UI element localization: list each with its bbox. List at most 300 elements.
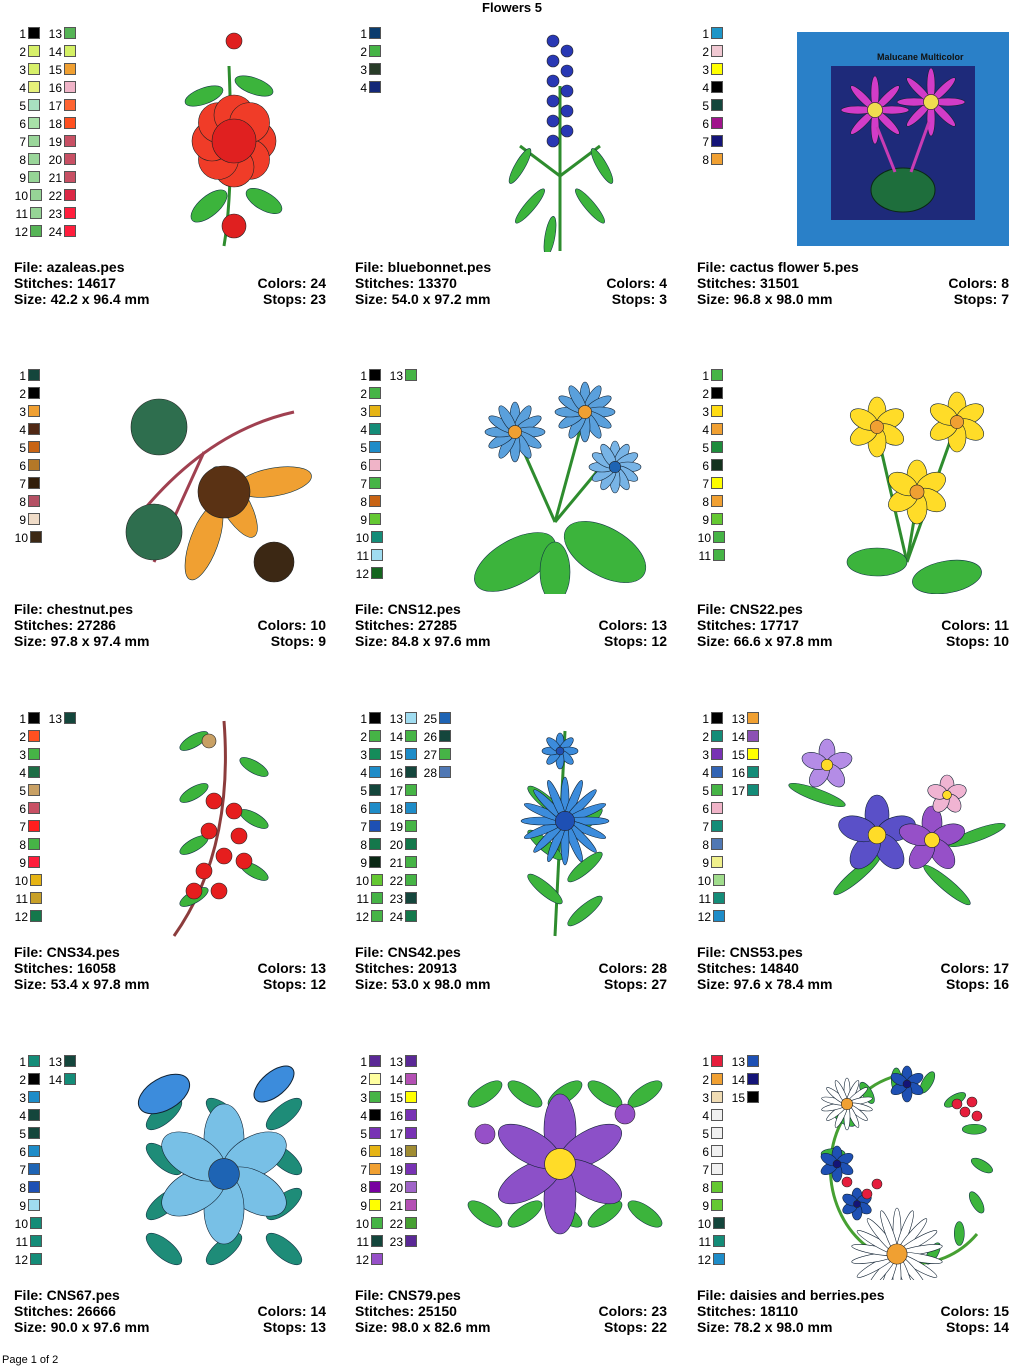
swatch-number: 12 xyxy=(355,567,369,581)
swatch-color-box xyxy=(28,730,40,742)
swatch-number: 7 xyxy=(360,1163,367,1177)
swatch-color-box xyxy=(28,1199,40,1211)
swatch-number: 5 xyxy=(702,99,709,113)
file-row xyxy=(355,259,667,275)
swatch-color-box xyxy=(28,1145,40,1157)
design-size: Size: 66.6 x 97.8 mm xyxy=(697,633,833,649)
petal xyxy=(561,45,573,57)
color-swatch xyxy=(697,368,731,386)
swatch-color-box xyxy=(711,838,723,850)
swatch-color-box xyxy=(405,748,417,760)
color-swatch xyxy=(355,1054,389,1072)
color-swatch xyxy=(48,1072,82,1090)
flower-center xyxy=(924,95,939,110)
color-swatch xyxy=(731,747,765,765)
swatch-number: 9 xyxy=(19,856,26,870)
swatch-number: 4 xyxy=(19,766,26,780)
color-swatch xyxy=(355,530,389,548)
color-swatch xyxy=(14,837,48,855)
swatch-number: 13 xyxy=(389,1055,403,1069)
file-name: File: CNS12.pes xyxy=(355,601,461,617)
berry xyxy=(862,1189,872,1199)
swatch-number: 4 xyxy=(702,423,709,437)
swatch-number: 8 xyxy=(19,1181,26,1195)
swatch-color-box xyxy=(405,820,417,832)
design-info xyxy=(355,601,667,649)
file-name: File: chestnut.pes xyxy=(14,601,134,617)
swatch-number: 10 xyxy=(14,531,28,545)
swatch-number: 1 xyxy=(19,27,26,41)
flower-center xyxy=(578,405,591,418)
design-cell-11[interactable] xyxy=(355,1054,675,1359)
color-swatch xyxy=(14,98,48,116)
swatch-number: 20 xyxy=(389,1181,403,1195)
swatch-color-box xyxy=(369,369,381,381)
color-swatch xyxy=(697,1162,731,1180)
design-cell-2[interactable] xyxy=(355,26,675,331)
swatch-number: 20 xyxy=(389,838,403,852)
stitches-row xyxy=(355,1303,667,1319)
design-cell-7[interactable] xyxy=(14,711,334,1016)
leaf xyxy=(572,186,608,226)
petal xyxy=(561,65,573,77)
swatch-number: 22 xyxy=(389,1217,403,1231)
color-swatch xyxy=(697,1108,731,1126)
petal xyxy=(226,33,242,49)
stitch-count: Stitches: 16058 xyxy=(14,960,116,976)
color-swatch xyxy=(355,729,389,747)
swatch-number: 3 xyxy=(19,405,26,419)
swatch-color-box xyxy=(30,874,42,886)
stitch-count: Stitches: 13370 xyxy=(355,275,457,291)
petal xyxy=(547,55,559,67)
petal xyxy=(547,35,559,47)
leaf xyxy=(261,1228,306,1270)
color-swatch xyxy=(355,80,389,98)
swatch-color-box xyxy=(64,135,76,147)
flower-center xyxy=(853,1200,860,1207)
swatch-number: 3 xyxy=(702,1091,709,1105)
swatch-number: 10 xyxy=(14,1217,28,1231)
swatch-number: 28 xyxy=(423,766,437,780)
color-swatch xyxy=(355,819,389,837)
swatch-color-box xyxy=(369,1181,381,1193)
color-swatch xyxy=(14,116,48,134)
swatch-number: 23 xyxy=(389,1235,403,1249)
color-swatch xyxy=(355,1216,389,1234)
swatch-color-box xyxy=(28,81,40,93)
swatch-number: 5 xyxy=(702,1127,709,1141)
design-info xyxy=(14,601,326,649)
design-cell-1[interactable] xyxy=(14,26,334,331)
swatch-number: 9 xyxy=(360,513,367,527)
design-size: Size: 98.0 x 82.6 mm xyxy=(355,1319,491,1335)
color-swatch xyxy=(697,386,731,404)
color-swatch xyxy=(14,26,48,44)
red-berries-icon xyxy=(154,711,294,937)
color-swatch xyxy=(355,1108,389,1126)
color-swatch xyxy=(14,909,48,927)
swatch-color-box xyxy=(64,712,76,724)
swatch-number: 7 xyxy=(19,820,26,834)
file-row xyxy=(14,1287,326,1303)
color-swatch xyxy=(697,819,731,837)
design-info xyxy=(697,944,1009,992)
swatch-color-box xyxy=(369,423,381,435)
swatch-number: 1 xyxy=(19,712,26,726)
color-swatch xyxy=(14,1252,48,1270)
swatch-color-box xyxy=(711,63,723,75)
swatch-color-box xyxy=(405,1055,417,1067)
swatch-color-box xyxy=(371,874,383,886)
leaf xyxy=(237,754,271,780)
stop-count: Stops: 13 xyxy=(262,1319,326,1335)
color-swatch xyxy=(355,476,389,494)
color-swatch xyxy=(14,1144,48,1162)
swatch-number: 10 xyxy=(355,874,369,888)
size-row xyxy=(355,1319,667,1335)
swatch-number: 4 xyxy=(702,81,709,95)
swatch-number: 11 xyxy=(698,892,711,906)
swatch-color-box xyxy=(369,513,381,525)
stop-count: Stops: 14 xyxy=(945,1319,1009,1335)
petal xyxy=(561,125,573,137)
swatch-number: 12 xyxy=(14,910,28,924)
swatch-number: 1 xyxy=(360,369,367,383)
swatch-number: 16 xyxy=(48,81,62,95)
swatch-color-box xyxy=(28,99,40,111)
color-count: Colors: 14 xyxy=(257,1303,326,1319)
stop-count: Stops: 12 xyxy=(262,976,326,992)
color-swatch xyxy=(389,747,423,765)
color-swatch xyxy=(48,206,82,224)
swatch-color-box xyxy=(405,838,417,850)
design-cell-4[interactable] xyxy=(14,368,334,673)
swatch-color-box xyxy=(405,766,417,778)
color-swatch xyxy=(14,1162,48,1180)
flower-center xyxy=(555,811,574,830)
swatch-color-box xyxy=(369,784,381,796)
size-row xyxy=(697,291,1009,307)
color-swatch xyxy=(14,819,48,837)
design-cell-8[interactable] xyxy=(355,711,675,1016)
swatch-number: 3 xyxy=(702,63,709,77)
stitch-count: Stitches: 18110 xyxy=(697,1303,799,1319)
stitch-count: Stitches: 31501 xyxy=(697,275,799,291)
swatch-color-box xyxy=(28,135,40,147)
swatch-color-box xyxy=(747,748,759,760)
swatch-color-box xyxy=(64,63,76,75)
leaf xyxy=(464,1076,506,1112)
design-cell-10[interactable] xyxy=(14,1054,334,1359)
file-name: File: CNS53.pes xyxy=(697,944,803,960)
color-swatch xyxy=(697,404,731,422)
swatch-number: 7 xyxy=(702,820,709,834)
swatch-number: 3 xyxy=(702,405,709,419)
design-cell-12[interactable] xyxy=(697,1054,1017,1359)
color-swatch xyxy=(697,1072,731,1090)
color-swatch xyxy=(14,440,48,458)
swatch-number: 5 xyxy=(19,1127,26,1141)
swatch-number: 13 xyxy=(389,369,403,383)
page-title: Flowers 5 xyxy=(482,0,542,15)
size-row xyxy=(14,976,326,992)
swatch-number: 6 xyxy=(702,1145,709,1159)
swatch-number: 8 xyxy=(702,153,709,167)
swatch-color-box xyxy=(64,171,76,183)
swatch-number: 26 xyxy=(423,730,437,744)
swatch-color-box xyxy=(405,1163,417,1175)
color-swatch xyxy=(423,765,457,783)
color-swatch xyxy=(731,765,765,783)
file-row xyxy=(14,944,326,960)
color-swatch xyxy=(14,729,48,747)
color-count: Colors: 4 xyxy=(606,275,667,291)
color-swatch xyxy=(14,386,48,404)
swatch-color-box xyxy=(28,513,40,525)
swatch-color-box xyxy=(64,81,76,93)
leaf xyxy=(588,146,617,186)
swatch-color-box xyxy=(747,766,759,778)
swatch-color-box xyxy=(711,117,723,129)
color-swatch xyxy=(697,873,731,891)
color-swatch xyxy=(697,1054,731,1072)
swatch-color-box xyxy=(369,1199,381,1211)
flower-center xyxy=(556,747,564,755)
swatch-color-box xyxy=(369,1073,381,1085)
swatch-color-box xyxy=(713,531,725,543)
flower-center xyxy=(903,1080,911,1088)
swatch-color-box xyxy=(713,1217,725,1229)
swatch-number: 4 xyxy=(19,1109,26,1123)
swatch-number: 3 xyxy=(360,63,367,77)
design-cell-6[interactable] xyxy=(697,368,1017,673)
swatch-number: 19 xyxy=(389,1163,403,1177)
stitch-count: Stitches: 26666 xyxy=(14,1303,116,1319)
swatch-number: 2 xyxy=(360,1073,367,1087)
swatch-color-box xyxy=(28,820,40,832)
swatch-color-box xyxy=(711,802,723,814)
design-info xyxy=(697,601,1009,649)
stop-count: Stops: 10 xyxy=(945,633,1009,649)
color-swatch xyxy=(355,1252,389,1270)
flower-center xyxy=(841,1098,852,1109)
color-swatch xyxy=(389,1216,423,1234)
size-row xyxy=(355,291,667,307)
violet-bouquet-icon xyxy=(787,725,1007,921)
swatch-number: 9 xyxy=(19,1199,26,1213)
swatch-color-box xyxy=(369,1127,381,1139)
stop-count: Stops: 3 xyxy=(611,291,667,307)
swatch-number: 4 xyxy=(19,423,26,437)
swatch-number: 16 xyxy=(389,1109,403,1123)
swatch-color-box xyxy=(405,802,417,814)
color-swatch xyxy=(389,1054,423,1072)
swatch-number: 6 xyxy=(702,459,709,473)
swatch-color-box xyxy=(369,1145,381,1157)
swatch-color-box xyxy=(369,459,381,471)
color-swatch xyxy=(14,765,48,783)
design-info xyxy=(14,259,326,307)
color-swatch xyxy=(731,1054,765,1072)
design-info xyxy=(697,259,1009,307)
leaf xyxy=(242,183,286,219)
swatch-number: 9 xyxy=(702,1199,709,1213)
swatch-color-box xyxy=(711,1199,723,1211)
swatch-color-box xyxy=(30,910,42,922)
color-swatch xyxy=(355,1090,389,1108)
swatch-number: 5 xyxy=(19,441,26,455)
color-swatch xyxy=(389,837,423,855)
yellow-buttercup-icon xyxy=(817,372,1007,594)
swatch-number: 10 xyxy=(697,1217,711,1231)
color-swatch xyxy=(48,116,82,134)
color-swatch xyxy=(355,747,389,765)
color-swatch xyxy=(14,1108,48,1126)
color-swatch xyxy=(697,134,731,152)
color-swatch xyxy=(355,404,389,422)
swatch-color-box xyxy=(64,27,76,39)
swatch-color-box xyxy=(405,1217,417,1229)
swatch-number: 3 xyxy=(360,1091,367,1105)
swatch-number: 13 xyxy=(731,1055,745,1069)
color-swatch xyxy=(355,368,389,386)
leaf xyxy=(624,1196,666,1232)
flower-center xyxy=(609,461,620,472)
swatch-number: 7 xyxy=(19,1163,26,1177)
swatch-number: 11 xyxy=(356,549,369,563)
swatch-color-box xyxy=(711,27,723,39)
leaf xyxy=(564,892,605,929)
petal xyxy=(547,95,559,107)
swatch-number: 10 xyxy=(355,1217,369,1231)
color-swatch xyxy=(697,530,731,548)
color-swatch xyxy=(14,494,48,512)
design-info xyxy=(14,944,326,992)
swatch-number: 7 xyxy=(360,820,367,834)
color-swatch xyxy=(697,909,731,927)
swatch-number: 14 xyxy=(389,730,403,744)
color-swatch xyxy=(14,891,48,909)
swatch-number: 1 xyxy=(360,712,367,726)
swatch-color-box xyxy=(28,405,40,417)
file-row xyxy=(355,944,667,960)
color-swatch xyxy=(389,765,423,783)
swatch-number: 10 xyxy=(14,874,28,888)
swatch-number: 12 xyxy=(355,1253,369,1267)
swatch-color-box xyxy=(369,495,381,507)
swatch-number: 4 xyxy=(360,1109,367,1123)
swatch-number: 17 xyxy=(389,784,403,798)
color-swatch xyxy=(355,1126,389,1144)
swatch-color-box xyxy=(711,405,723,417)
swatch-color-box xyxy=(369,1109,381,1121)
swatch-number: 19 xyxy=(48,135,62,149)
color-swatch xyxy=(697,783,731,801)
swatch-color-box xyxy=(64,117,76,129)
swatch-color-box xyxy=(28,153,40,165)
chestnut-burr xyxy=(126,504,182,560)
color-swatch xyxy=(355,1144,389,1162)
swatch-color-box xyxy=(747,712,759,724)
design-cell-5[interactable] xyxy=(355,368,675,673)
color-swatch xyxy=(48,188,82,206)
swatch-number: 8 xyxy=(360,1181,367,1195)
swatch-color-box xyxy=(711,423,723,435)
design-cell-3[interactable] xyxy=(697,26,1017,331)
stitches-row xyxy=(697,1303,1009,1319)
file-name: File: CNS79.pes xyxy=(355,1287,461,1303)
swatch-number: 10 xyxy=(355,531,369,545)
stop-count: Stops: 22 xyxy=(603,1319,667,1335)
color-swatch xyxy=(14,476,48,494)
swatch-color-box xyxy=(711,45,723,57)
color-swatch xyxy=(697,152,731,170)
color-swatch xyxy=(697,116,731,134)
color-swatch xyxy=(389,1072,423,1090)
swatch-color-box xyxy=(64,225,76,237)
color-swatch xyxy=(14,206,48,224)
swatch-number: 25 xyxy=(423,712,437,726)
file-name: File: CNS22.pes xyxy=(697,601,803,617)
color-swatch xyxy=(14,1198,48,1216)
swatch-color-box xyxy=(711,369,723,381)
design-size: Size: 97.6 x 78.4 mm xyxy=(697,976,833,992)
color-swatch xyxy=(389,783,423,801)
color-count: Colors: 17 xyxy=(940,960,1009,976)
color-swatch xyxy=(14,855,48,873)
swatch-color-box xyxy=(711,712,723,724)
swatch-color-box xyxy=(711,1055,723,1067)
swatch-number: 9 xyxy=(702,856,709,870)
color-swatch xyxy=(14,1234,48,1252)
design-cell-9[interactable] xyxy=(697,711,1017,1016)
color-swatch xyxy=(731,1090,765,1108)
stitch-count: Stitches: 14840 xyxy=(697,960,799,976)
swatch-color-box xyxy=(30,1253,42,1265)
swatch-color-box xyxy=(371,910,383,922)
file-row xyxy=(355,1287,667,1303)
swatch-color-box xyxy=(711,99,723,111)
swatch-color-box xyxy=(711,784,723,796)
color-swatch xyxy=(697,1198,731,1216)
swatch-color-box xyxy=(64,207,76,219)
color-swatch xyxy=(14,1126,48,1144)
color-count: Colors: 11 xyxy=(941,617,1009,633)
design-size: Size: 42.2 x 96.4 mm xyxy=(14,291,150,307)
stitches-row xyxy=(697,275,1009,291)
swatch-number: 1 xyxy=(360,1055,367,1069)
swatch-color-box xyxy=(28,459,40,471)
color-swatch xyxy=(355,494,389,512)
color-swatch xyxy=(14,368,48,386)
stop-count: Stops: 12 xyxy=(603,633,667,649)
swatch-number: 2 xyxy=(702,45,709,59)
berry xyxy=(201,823,217,839)
swatch-color-box xyxy=(28,784,40,796)
color-swatch xyxy=(14,1072,48,1090)
berry xyxy=(972,1111,982,1121)
swatch-number: 11 xyxy=(15,892,28,906)
stitches-row xyxy=(697,960,1009,976)
swatch-color-box xyxy=(369,820,381,832)
swatch-color-box xyxy=(405,1109,417,1121)
swatch-number: 6 xyxy=(702,117,709,131)
color-swatch xyxy=(697,422,731,440)
swatch-color-box xyxy=(713,549,725,561)
color-count: Colors: 15 xyxy=(940,1303,1009,1319)
color-swatch xyxy=(355,422,389,440)
